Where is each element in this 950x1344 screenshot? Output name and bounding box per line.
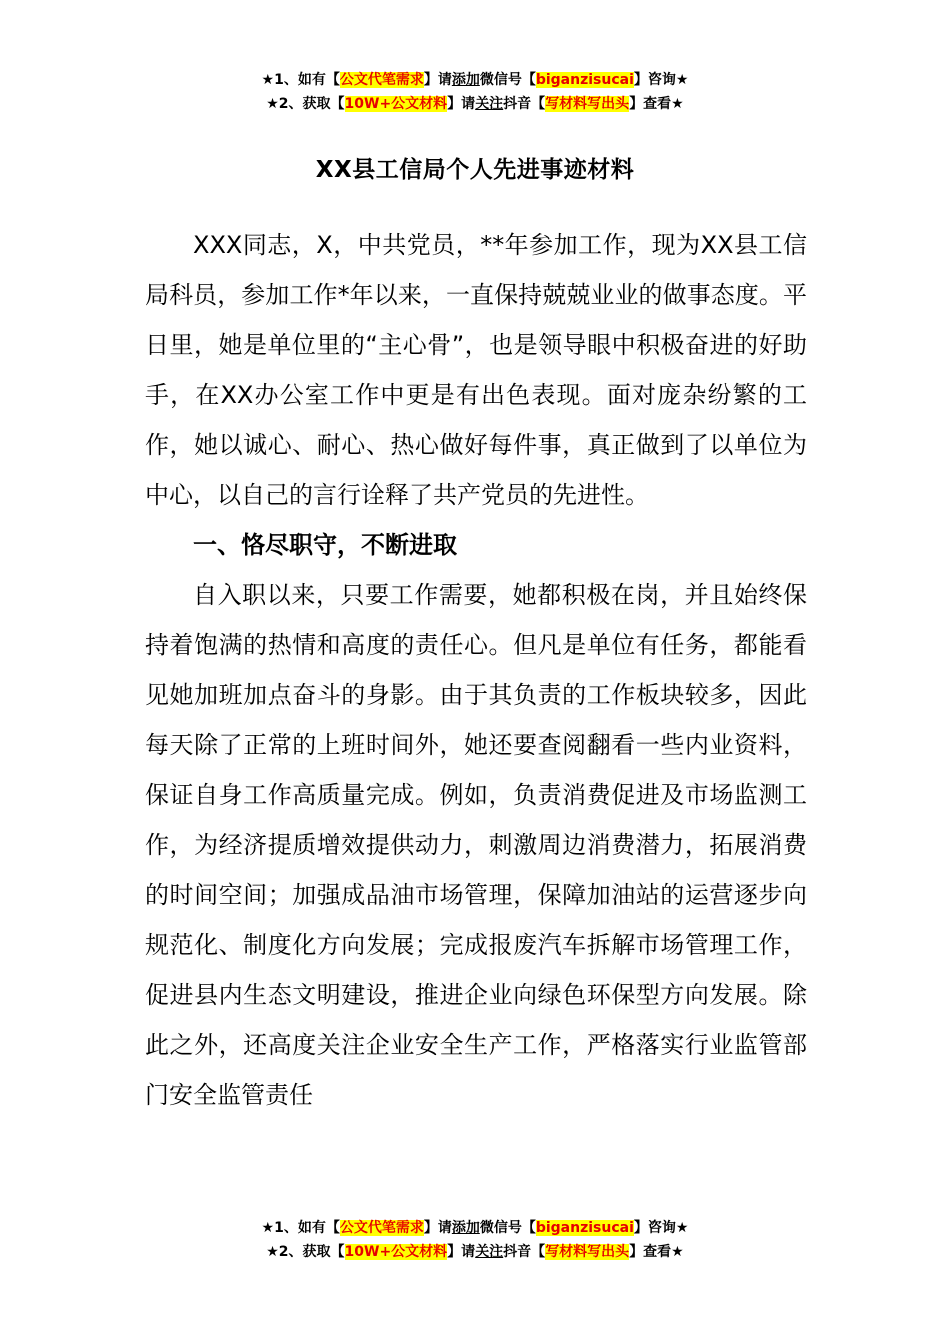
banner-text: 抖音【 (503, 96, 546, 112)
banner-line-2 (0, 92, 950, 116)
banner-highlight: 公文代笔需求 (339, 1220, 424, 1236)
banner-underlined-text: 关注 (475, 96, 504, 112)
banner-suffix: 】咨询★ (633, 1220, 689, 1236)
banner-line-1 (0, 68, 950, 92)
banner-wechat-id: biganzisucai (535, 72, 634, 88)
banner-underlined-text: 关注 (475, 1244, 504, 1260)
banner-suffix: 】咨询★ (633, 72, 689, 88)
document-title: XX县工信局个人先进事迹材料 (315, 157, 635, 183)
banner-prefix: ★1、如有【 (261, 72, 340, 88)
paragraph-section-1: 自入职以来，只要工作需要，她都积极在岗，并且始终保持着饱满的热情和高度的责任心。但凡是单位有任务，都能看见她加班加点奋斗的身影。由于其负责的工作板块较多，因此每天除了正常的上班时间外，她还要查阅翻看一些内业资料，保证自身工作高质量完成。例如，负责消费促进及市场监测工作，为经济提质增效提供动力，刺激周边消费潜力，拓展消费的时间空间；加强成品油市场管理，保障加油站的运营逐步向规范化、制度化方向发展；完成报废汽车拆解市场管理工作，促进县内生态文明建设，推进企业向绿色环保型方向发展。除此之外，还高度关注企业安全生产工作，严格落实行业监管部门安全监管责任 (145, 581, 807, 1109)
banner-underlined-text: 添加 (451, 72, 480, 88)
banner-text: 】请 (447, 1244, 476, 1260)
banner-text: 微信号【 (479, 72, 536, 88)
banner-suffix: 】查看★ (629, 1244, 684, 1260)
paragraph-intro: XXX同志，X，中共党员，**年参加工作，现为XX县工信局科员，参加工作*年以来，一直保持兢兢业业的做事态度。平日里，她是单位里的“主心骨”，也是领导眼中积极奋进的好助手，在XX办公室工作中更是有出色表现。面对庞杂纷繁的工作，她以诚心、耐心、热心做好每件事，真正做到了以单位为中心，以自己的言行诠释了共产党员的先进性。 (145, 231, 807, 509)
banner-highlight: 10W+公文材料 (344, 1244, 448, 1260)
banner-line-2 (0, 1240, 950, 1264)
banner-wechat-id: biganzisucai (535, 1220, 634, 1236)
top-banner (0, 68, 950, 116)
banner-text: 】请 (423, 72, 452, 88)
banner-text: 】请 (447, 96, 476, 112)
banner-text: 】请 (423, 1220, 452, 1236)
banner-highlight: 公文代笔需求 (339, 72, 424, 88)
banner-douyin-id: 写材料写出头 (545, 1244, 630, 1260)
banner-douyin-id: 写材料写出头 (545, 96, 630, 112)
bottom-banner (0, 1216, 950, 1264)
banner-prefix: ★1、如有【 (261, 1220, 340, 1236)
document-body (145, 220, 807, 1120)
section-heading: 一、恪尽职守，不断进取 (193, 531, 457, 559)
banner-text: 微信号【 (479, 1220, 536, 1236)
banner-prefix: ★2、获取【 (266, 1244, 345, 1260)
banner-highlight: 10W+公文材料 (344, 96, 448, 112)
banner-text: 抖音【 (503, 1244, 546, 1260)
banner-underlined-text: 添加 (451, 1220, 480, 1236)
banner-suffix: 】查看★ (629, 96, 684, 112)
banner-prefix: ★2、获取【 (266, 96, 345, 112)
banner-line-1 (0, 1216, 950, 1240)
